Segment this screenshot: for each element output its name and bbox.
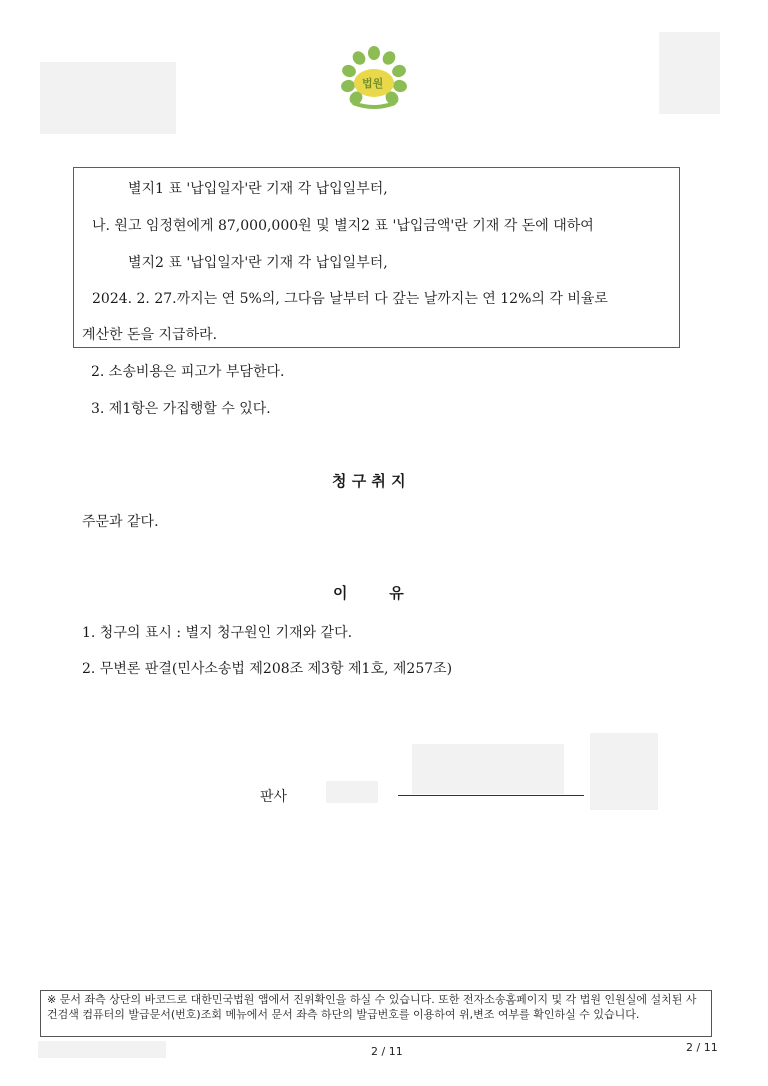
boxed-line-5: 계산한 돈을 지급하라. [82,327,218,343]
redacted-judge-stamp [412,744,564,794]
item-2: 2. 소송비용은 피고가 부담한다. [91,364,285,380]
boxed-line-4: 2024. 2. 27.까지는 연 5%의, 그다음 날부터 다 갚는 날까지는 연 12%의 각 비율로 [92,291,608,307]
redacted-judge-name [326,781,378,803]
court-seal-text: 법원 [362,77,384,90]
redacted-judge-seal [590,733,658,810]
claim-text: 주문과 같다. [82,514,159,530]
boxed-line-2: 나. 원고 임정현에게 87,000,000원 및 별지2 표 '납입금액'란 기재 각 돈에 대하여 [92,218,594,234]
court-seal-emblem [339,45,409,111]
redacted-issue-number [38,1041,166,1058]
reason-2: 2. 무변론 판결(민사소송법 제208조 제3항 제1호, 제257조) [82,661,453,677]
boxed-line-1: 별지1 표 '납입일자'란 기재 각 납입일부터, [128,181,388,197]
page-number-center: 2 / 11 [371,1045,403,1058]
redacted-stamp-top [659,32,720,114]
reason-1: 1. 청구의 표시 : 별지 청구원인 기재와 같다. [82,625,353,641]
footer-notice: ※ 문서 좌측 상단의 바코드로 대한민국법원 앱에서 진위확인을 하실 수 있습니다. 또한 전자소송홈페이지 및 각 법원 인원실에 설치된 사건검색 컴퓨터의 발급문서(번호)조회 메뉴에서 문서 좌측 하단의 발급번호를 이용하여 위,변조 여부를 확인하실 수 있습니다. [40,990,712,1037]
judge-label: 판사 [260,789,288,805]
redacted-barcode [40,62,176,134]
page-number-right: 2 / 11 [686,1041,718,1054]
reason-heading: 이 유 [333,584,404,602]
boxed-line-3: 별지2 표 '납입일자'란 기재 각 납입일부터, [128,255,388,271]
item-3: 3. 제1항은 가집행할 수 있다. [91,401,271,417]
signature-line [398,795,584,796]
claim-heading: 청 구 취 지 [332,472,406,490]
